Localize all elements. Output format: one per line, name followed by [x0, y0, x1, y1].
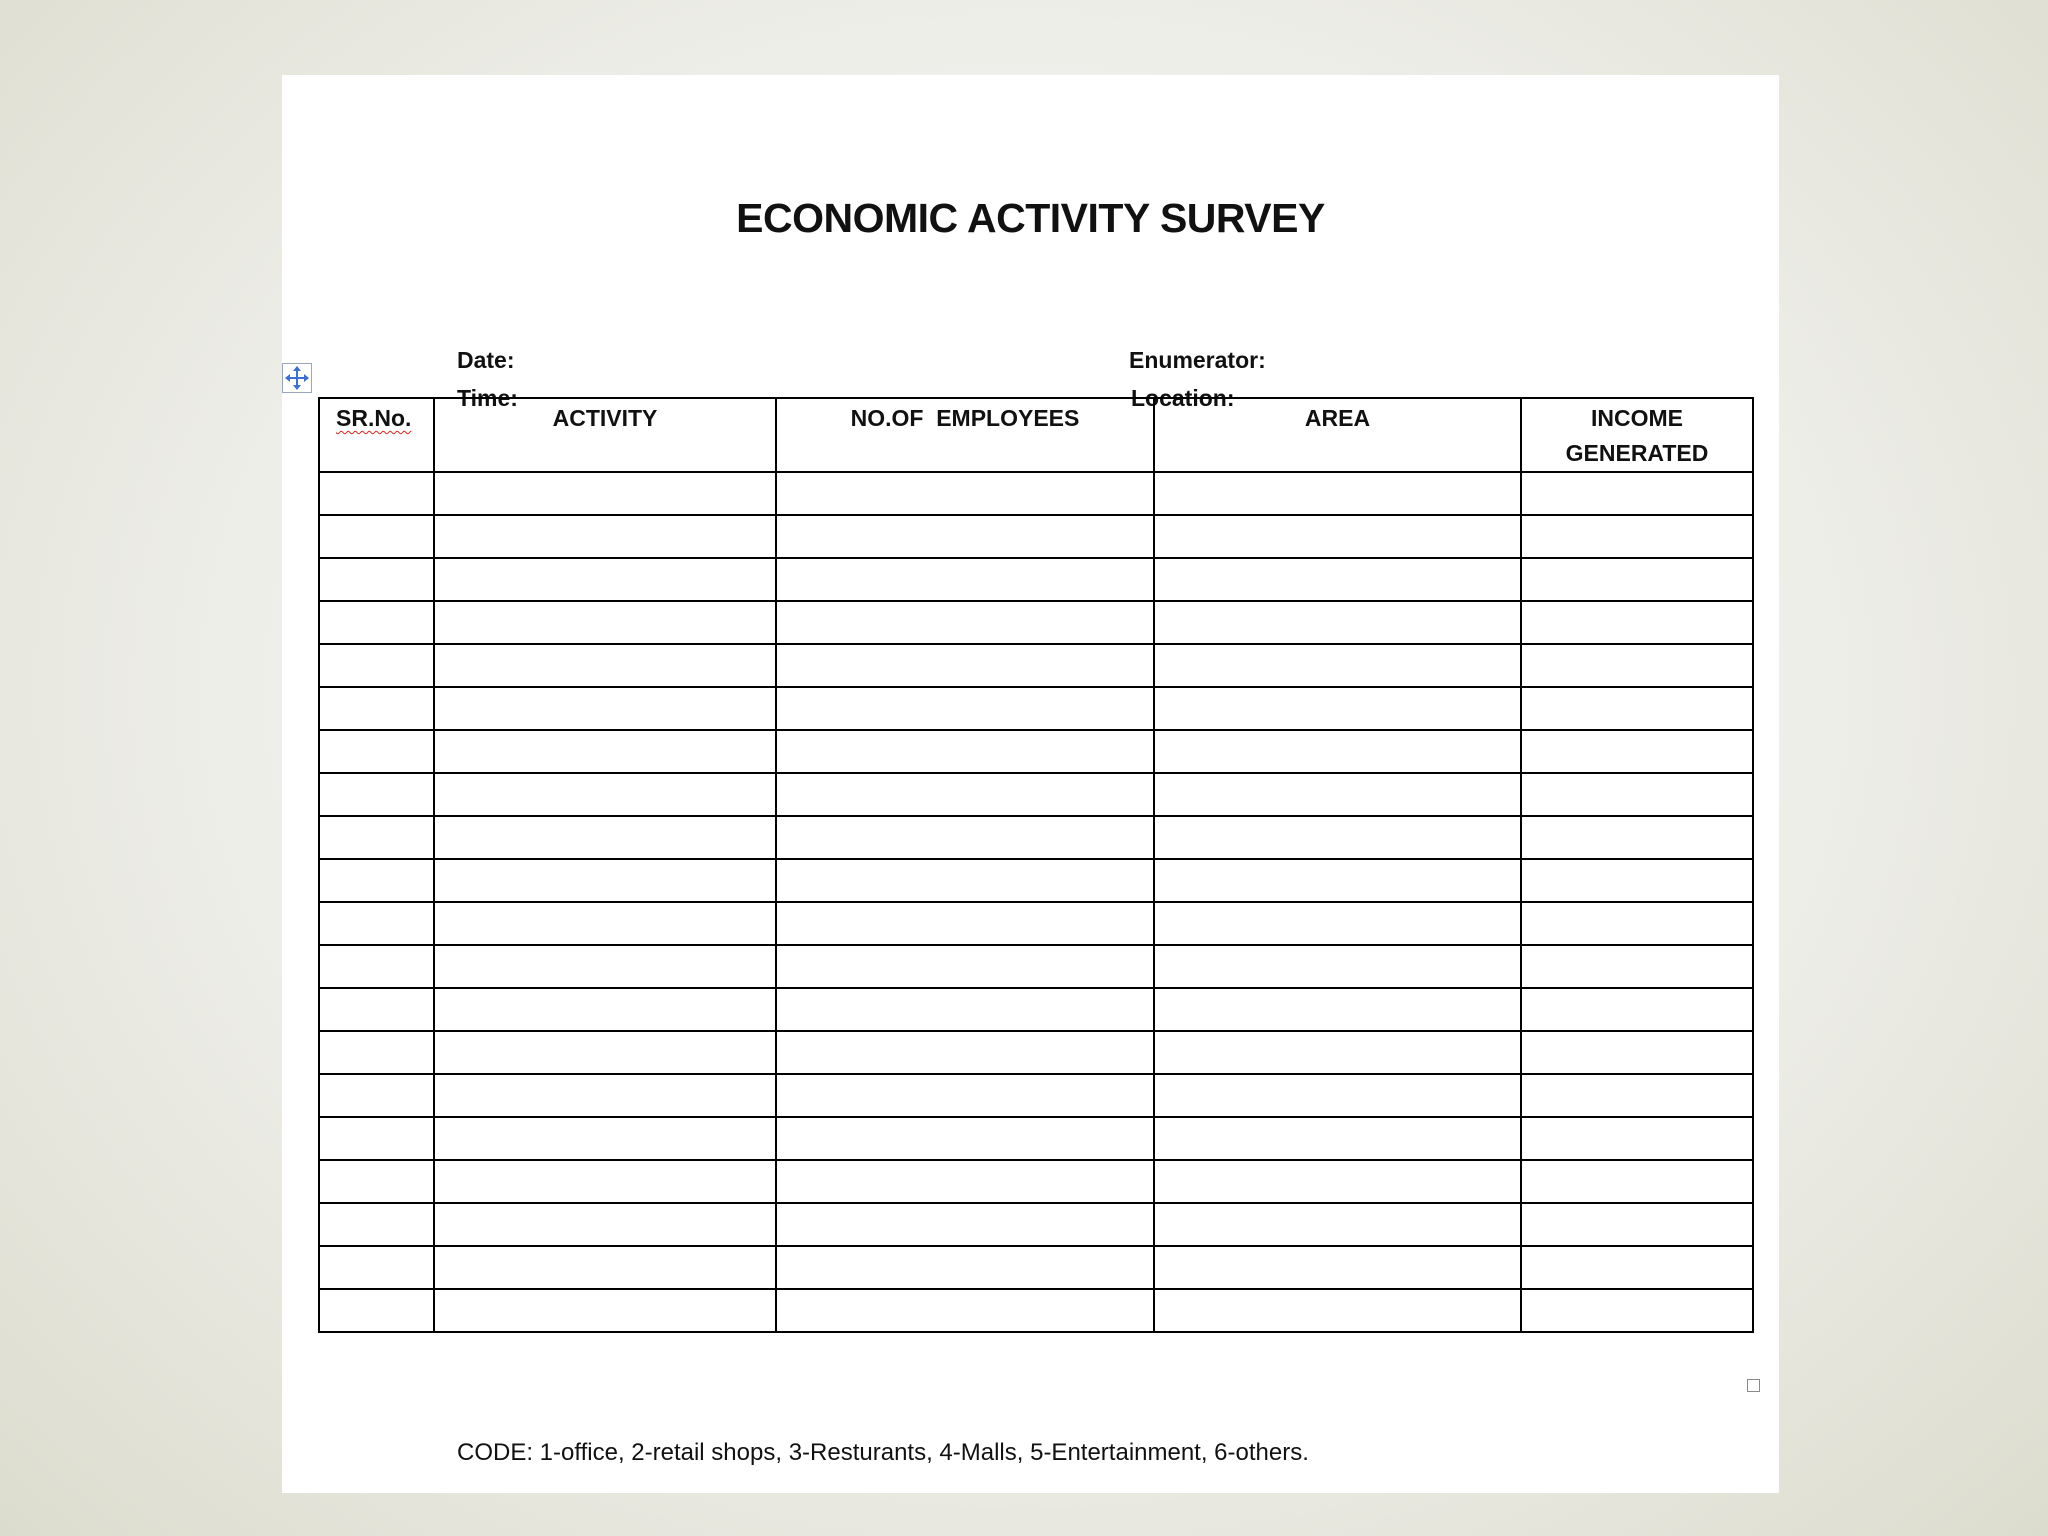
- table-cell[interactable]: [434, 859, 776, 902]
- table-cell[interactable]: [1521, 558, 1753, 601]
- table-cell[interactable]: [1154, 1031, 1521, 1074]
- table-cell[interactable]: [776, 1246, 1154, 1289]
- table-row: [319, 945, 1753, 988]
- table-cell[interactable]: [319, 859, 434, 902]
- table-row: [319, 1160, 1753, 1203]
- table-cell[interactable]: [1154, 515, 1521, 558]
- table-cell[interactable]: [434, 1160, 776, 1203]
- table-cell[interactable]: [1521, 644, 1753, 687]
- table-cell[interactable]: [319, 515, 434, 558]
- table-cell[interactable]: [1521, 601, 1753, 644]
- table-cell[interactable]: [776, 472, 1154, 515]
- table-cell[interactable]: [1154, 1117, 1521, 1160]
- table-row: [319, 730, 1753, 773]
- table-cell[interactable]: [434, 644, 776, 687]
- table-cell[interactable]: [1521, 945, 1753, 988]
- table-cell[interactable]: [434, 988, 776, 1031]
- table-cell[interactable]: [434, 945, 776, 988]
- table-cell[interactable]: [1521, 1246, 1753, 1289]
- table-cell[interactable]: [1521, 687, 1753, 730]
- table-cell[interactable]: [1521, 1203, 1753, 1246]
- table-cell[interactable]: [1154, 1289, 1521, 1332]
- table-row: [319, 1074, 1753, 1117]
- table-cell[interactable]: [319, 558, 434, 601]
- table-cell[interactable]: [319, 644, 434, 687]
- table-cell[interactable]: [434, 1074, 776, 1117]
- table-cell[interactable]: [1521, 1031, 1753, 1074]
- table-cell[interactable]: [776, 816, 1154, 859]
- table-cell[interactable]: [319, 988, 434, 1031]
- table-cell[interactable]: [319, 1246, 434, 1289]
- table-cell[interactable]: [1154, 601, 1521, 644]
- table-cell[interactable]: [1521, 515, 1753, 558]
- table-row: [319, 859, 1753, 902]
- code-legend: CODE: 1-office, 2-retail shops, 3-Resturants, 4-Malls, 5-Entertainment, 6-others.: [457, 1439, 1309, 1466]
- table-cell[interactable]: [434, 472, 776, 515]
- enumerator-label: Enumerator:: [1129, 347, 1266, 373]
- resize-square-icon[interactable]: [1747, 1379, 1760, 1392]
- table-row: [319, 1203, 1753, 1246]
- table-cell[interactable]: [1154, 816, 1521, 859]
- table-row: [319, 773, 1753, 816]
- date-label: Date:: [457, 347, 515, 373]
- table-cell[interactable]: [776, 1074, 1154, 1117]
- table-cell[interactable]: [1521, 1117, 1753, 1160]
- header-income-generated: INCOME GENERATED: [1521, 398, 1753, 472]
- table-cell[interactable]: [776, 1117, 1154, 1160]
- table-cell[interactable]: [434, 1031, 776, 1074]
- table-cell[interactable]: [319, 1074, 434, 1117]
- table-row: [319, 988, 1753, 1031]
- location-label: Location:: [1131, 385, 1235, 411]
- table-cell[interactable]: [1154, 1203, 1521, 1246]
- table-cell[interactable]: [1154, 644, 1521, 687]
- move-arrows-icon[interactable]: [282, 363, 312, 393]
- document-title: ECONOMIC ACTIVITY SURVEY: [736, 195, 1325, 241]
- table-cell[interactable]: [776, 1203, 1154, 1246]
- table-cell[interactable]: [1154, 730, 1521, 773]
- table-cell[interactable]: [434, 601, 776, 644]
- table-row: [319, 1031, 1753, 1074]
- table-row: [319, 644, 1753, 687]
- table-cell[interactable]: [776, 1289, 1154, 1332]
- table-cell[interactable]: [1521, 773, 1753, 816]
- table-cell[interactable]: [1154, 773, 1521, 816]
- table-cell[interactable]: [1154, 1246, 1521, 1289]
- table-cell[interactable]: [1154, 1160, 1521, 1203]
- table-cell[interactable]: [776, 945, 1154, 988]
- table-cell[interactable]: [434, 902, 776, 945]
- table-cell[interactable]: [776, 1160, 1154, 1203]
- table-cell[interactable]: [319, 1117, 434, 1160]
- table-row: [319, 515, 1753, 558]
- table-cell[interactable]: [1521, 1074, 1753, 1117]
- table-cell[interactable]: [1154, 988, 1521, 1031]
- table-cell[interactable]: [1154, 558, 1521, 601]
- table-cell[interactable]: [319, 472, 434, 515]
- table-cell[interactable]: [776, 1031, 1154, 1074]
- time-label: Time:: [457, 385, 518, 411]
- table-cell[interactable]: [434, 1117, 776, 1160]
- table-cell[interactable]: [1521, 1160, 1753, 1203]
- table-cell[interactable]: [434, 1203, 776, 1246]
- table-row: [319, 687, 1753, 730]
- table-cell[interactable]: [1521, 988, 1753, 1031]
- table-cell[interactable]: [1521, 859, 1753, 902]
- table-cell[interactable]: [434, 816, 776, 859]
- table-cell[interactable]: [434, 687, 776, 730]
- table-cell[interactable]: [776, 988, 1154, 1031]
- table-cell[interactable]: [319, 601, 434, 644]
- table-cell[interactable]: [1154, 902, 1521, 945]
- table-cell[interactable]: [434, 515, 776, 558]
- table-cell[interactable]: [776, 902, 1154, 945]
- table-cell[interactable]: [319, 730, 434, 773]
- survey-table-body: [319, 472, 1753, 1332]
- header-area: AREA: [1154, 398, 1521, 472]
- table-cell[interactable]: [319, 1160, 434, 1203]
- table-cell[interactable]: [319, 687, 434, 730]
- table-cell[interactable]: [1154, 945, 1521, 988]
- table-row: [319, 472, 1753, 515]
- table-row: [319, 902, 1753, 945]
- header-sr-no: SR.No.: [319, 398, 434, 472]
- table-row: [319, 1117, 1753, 1160]
- table-row: [319, 1289, 1753, 1332]
- table-cell[interactable]: [776, 773, 1154, 816]
- table-cell[interactable]: [319, 1203, 434, 1246]
- table-cell[interactable]: [776, 687, 1154, 730]
- table-cell[interactable]: [319, 816, 434, 859]
- table-cell[interactable]: [319, 773, 434, 816]
- table-cell[interactable]: [434, 730, 776, 773]
- table-cell[interactable]: [776, 644, 1154, 687]
- table-cell[interactable]: [776, 558, 1154, 601]
- table-row: [319, 601, 1753, 644]
- table-cell[interactable]: [1521, 730, 1753, 773]
- table-cell[interactable]: [434, 558, 776, 601]
- table-cell[interactable]: [1521, 902, 1753, 945]
- header-no-of-employees: NO.OF EMPLOYEES: [776, 398, 1154, 472]
- table-row: [319, 558, 1753, 601]
- survey-table: [318, 397, 1754, 1333]
- table-cell[interactable]: [319, 945, 434, 988]
- table-cell[interactable]: [434, 773, 776, 816]
- table-cell[interactable]: [1154, 1074, 1521, 1117]
- header-activity: ACTIVITY: [434, 398, 776, 472]
- table-cell[interactable]: [1154, 859, 1521, 902]
- table-row: [319, 1246, 1753, 1289]
- table-cell[interactable]: [1521, 1289, 1753, 1332]
- table-cell[interactable]: [1154, 472, 1521, 515]
- table-cell[interactable]: [776, 859, 1154, 902]
- table-cell[interactable]: [776, 730, 1154, 773]
- table-cell[interactable]: [319, 1289, 434, 1332]
- table-cell[interactable]: [434, 1246, 776, 1289]
- table-cell[interactable]: [776, 601, 1154, 644]
- table-cell[interactable]: [1521, 816, 1753, 859]
- table-cell[interactable]: [319, 902, 434, 945]
- table-cell[interactable]: [319, 1031, 434, 1074]
- table-cell[interactable]: [1154, 687, 1521, 730]
- table-cell[interactable]: [776, 515, 1154, 558]
- table-cell[interactable]: [434, 1289, 776, 1332]
- table-cell[interactable]: [1521, 472, 1753, 515]
- table-row: [319, 816, 1753, 859]
- table-header-row: [319, 398, 1753, 472]
- document-page: [282, 75, 1779, 1493]
